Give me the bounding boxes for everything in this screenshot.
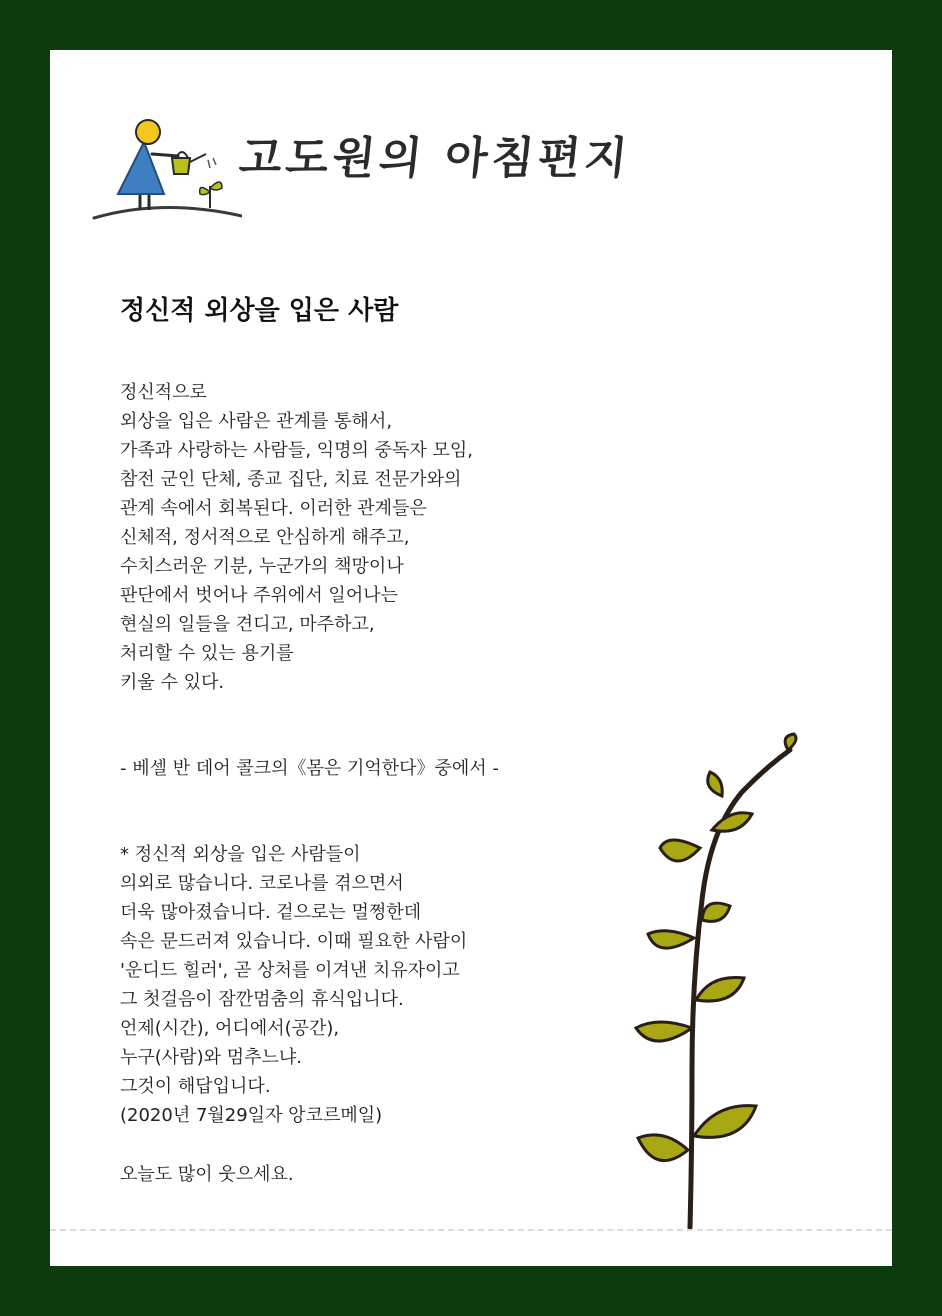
quote-line: 외상을 입은 사람은 관계를 통해서, xyxy=(120,411,393,432)
quote-line: 신체적, 정서적으로 안심하게 해주고, xyxy=(120,527,410,548)
comment-line: 그 첫걸음이 잠깐멈춤의 휴식입니다. xyxy=(120,989,404,1010)
comment-line: 속은 문드러져 있습니다. 이때 필요한 사람이 xyxy=(120,931,468,952)
gardener-logo-icon xyxy=(92,112,242,227)
comment-line: 누구(사람)와 멈추느냐. xyxy=(120,1047,302,1068)
quote-line: 판단에서 벗어나 주위에서 일어나는 xyxy=(120,585,398,606)
quote-source: - 베셀 반 데어 콜크의《몸은 기억한다》중에서 - xyxy=(120,758,499,779)
quote-line: 처리할 수 있는 용기를 xyxy=(120,643,294,664)
quote-line: 참전 군인 단체, 종교 집단, 치료 전문가와의 xyxy=(120,469,462,490)
vine-illustration-icon xyxy=(630,730,810,1230)
quote-line: 현실의 일들을 견디고, 마주하고, xyxy=(120,614,375,635)
quote-passage xyxy=(120,378,600,697)
quote-line: 정신적으로 xyxy=(120,382,207,403)
comment-line: 더욱 많아졌습니다. 겉으로는 멀쩡한데 xyxy=(120,902,422,923)
quote-line: 키울 수 있다. xyxy=(120,672,225,693)
comment-line: * 정신적 외상을 입은 사람들이 xyxy=(120,844,361,865)
comment-line: '운디드 힐러', 곧 상처를 이겨낸 치유자이고 xyxy=(120,960,460,981)
comment-line: 의외로 많습니다. 코로나를 겪으면서 xyxy=(120,873,404,894)
footer-divider xyxy=(50,1229,892,1231)
logo-title: 고도원의 아침편지 xyxy=(236,133,634,184)
site-logo[interactable] xyxy=(92,112,632,227)
letter-title: 정신적 외상을 입은 사람 xyxy=(120,296,399,326)
comment-line: 그것이 해답입니다. xyxy=(120,1076,271,1097)
closing-greeting: 오늘도 많이 웃으세요. xyxy=(120,1164,294,1185)
comment-line: 언제(시간), 어디에서(공간), xyxy=(120,1018,340,1039)
quote-line: 수치스러운 기분, 누군가의 책망이나 xyxy=(120,556,404,577)
comment-line: (2020년 7월29일자 앙코르메일) xyxy=(120,1105,383,1126)
letter-card xyxy=(50,50,892,1266)
author-comment xyxy=(120,840,600,1130)
quote-line: 가족과 사랑하는 사람들, 익명의 중독자 모임, xyxy=(120,440,474,461)
quote-line: 관계 속에서 회복된다. 이러한 관계들은 xyxy=(120,498,427,519)
